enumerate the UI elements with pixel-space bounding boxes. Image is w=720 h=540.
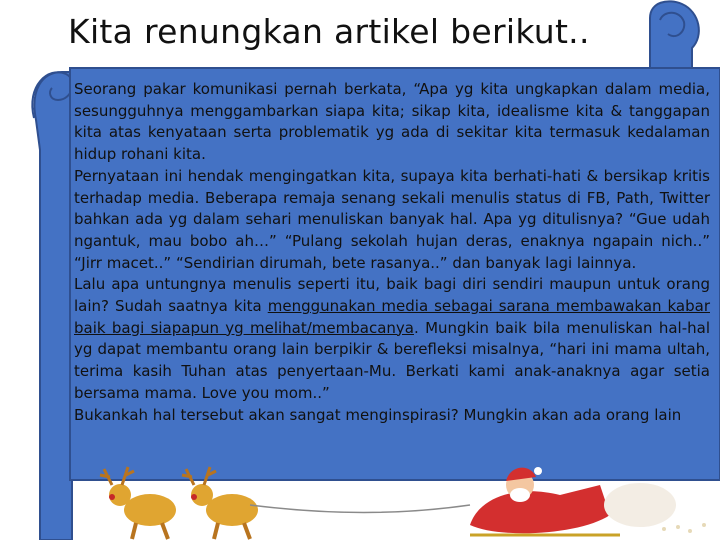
paragraph-3-text-start: Lalu apa untungnya menulis seperti itu, baik bagi diri sendiri maupun untuk orang lain? Sudah saatnya kita (74, 275, 710, 316)
paragraph-3-text-end: . Mungkin baik bila menuliskan hal-hal yg dapat membantu orang lain berpikir & berefleksi misalnya, “hari ini mama ultah, terima kasih Tuhan atas penyertaan-Mu. Berkati kami anak-anaknya agar setia bersama mama. Love you mom..” (74, 318, 710, 402)
slide-title: Kita renungkan artikel berikut.. (68, 12, 590, 51)
paragraph-4-text: Bukankah hal tersebut akan sangat menginspirasi? Mungkin akan ada orang lain (74, 405, 682, 424)
paragraph-3 (74, 274, 710, 404)
reindeer-icon (100, 467, 176, 539)
sparkle-dots (662, 523, 706, 533)
paragraph-3-underlined-phrase: menggunakan media sebagai sarana membawakan kabar baik bagi siapapun yg melihat/membacanya (74, 297, 710, 337)
paragraph-2-text: Pernyataan ini hendak mengingatkan kita, supaya kita berhati-hati & bersikap kritis terhadap media. Beberapa remaja senang sekali menulis status di FB, Path, Twitter bahkan ada yg dalam sehari menuliskan banyak hal. Apa yg ditulisnya? “Gue udah ngantuk, mau bobo ah…” “Pulang sekolah hujan deras, enaknya ngapain nich..” “Jirr macet..” “Sendirian dirumah, bete rasanya..” dan banyak lagi lainnya. (74, 166, 710, 272)
christmas-clipart (0, 455, 720, 540)
paragraph-1 (74, 79, 710, 166)
paragraph-2 (74, 166, 710, 275)
reins-line (250, 505, 470, 513)
reindeer-icon (182, 467, 258, 539)
paragraph-4 (74, 405, 710, 427)
scroll-top-curl (650, 1, 699, 68)
paragraph-1-text: Seorang pakar komunikasi pernah berkata, “Apa yg kita ungkapkan dalam media, sesungguhnya menggambarkan siapa kita; sikap kita, idealisme kita & tanggapan kita atas kenyataan serta problematik yg ada di sekitar kita termasuk kedalaman hidup rohani kita. (74, 80, 710, 164)
article-body (74, 79, 710, 426)
santa-sleigh-icon (470, 467, 676, 535)
